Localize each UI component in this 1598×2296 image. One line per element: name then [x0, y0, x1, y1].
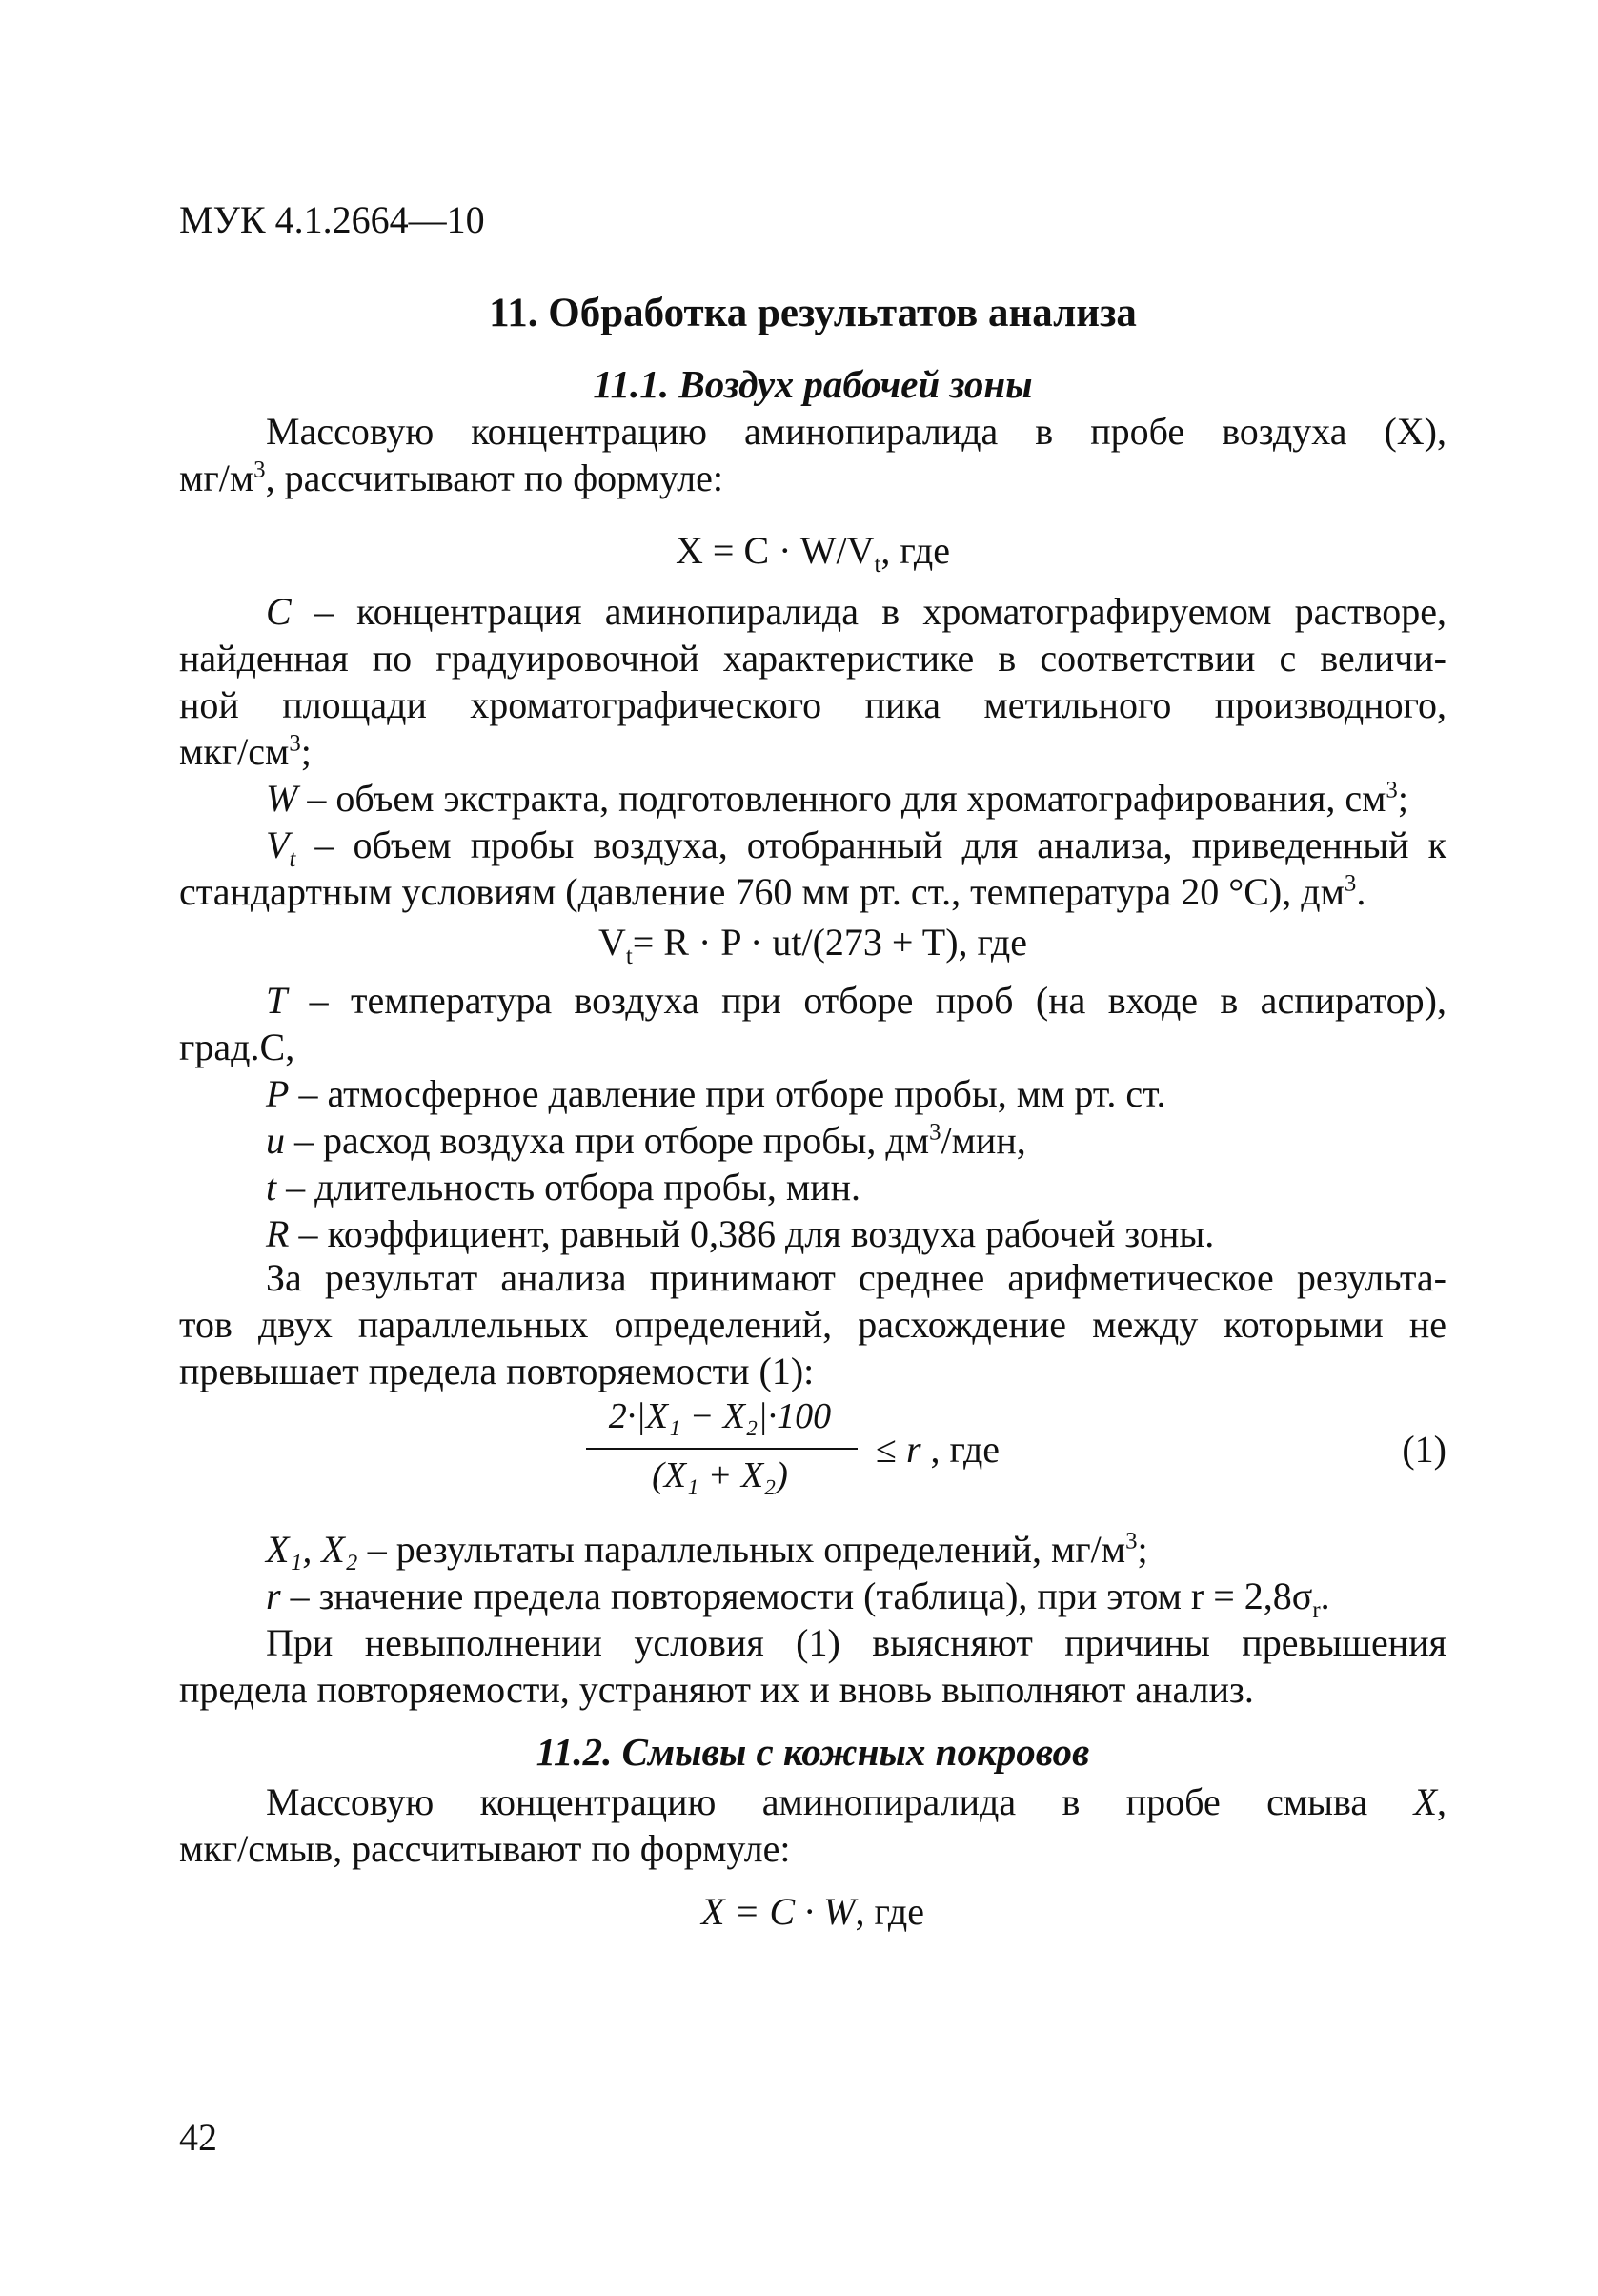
text-line: $V_t$ – объем пробы воздуха, отобранный для анализа, приведенный к	[266, 823, 1446, 872]
definition-t-duration: t – длительность отбора пробы, мин.	[266, 1166, 860, 1209]
text-line: мкг/$см^3$;	[179, 730, 312, 773]
text-line: ной площади хроматографического пика метильного производного,	[179, 683, 1446, 726]
page-number: 42	[179, 2116, 217, 2159]
fraction-relation: ≤ r , где	[876, 1428, 1001, 1471]
definition-r-coefficient: R – коэффициент, равный 0,386 для воздуха рабочей зоны.	[266, 1212, 1215, 1255]
equation-number: (1)	[1402, 1428, 1446, 1471]
paragraph-failure	[179, 1619, 1446, 1713]
text-line: стандартным условиям (давление 760 мм рт. ст., температура 20 °С), $дм^3$.	[179, 870, 1366, 913]
text-line: W – объем экстракта, подготовленного для хроматографирования, $см^3$;	[266, 777, 1408, 820]
paragraph-result	[179, 1254, 1446, 1394]
paragraph-air-concentration	[179, 408, 1446, 501]
subsection-title-air: 11.1. Воздух рабочей зоны	[593, 362, 1033, 406]
formula-skin: X = C · W, где	[701, 1890, 924, 1933]
fraction-denominator: (X₁ + X₂)	[652, 1455, 788, 1495]
formula-vt: $V_t= R \cdot P \cdot ut/(273 + T)$, где	[597, 921, 1028, 969]
formula-x: $X = C \cdot W/V_t$, где	[676, 529, 950, 578]
definition-c	[179, 588, 1446, 775]
definition-p: Р – атмосферное давление при отборе пробы, мм рт. ст.	[266, 1072, 1166, 1115]
paragraph-skin-concentration	[179, 1778, 1446, 1872]
running-header: МУК 4.1.2664—10	[179, 198, 485, 241]
text-line: Массовую концентрацию аминопиралида в пробе воздуха (X),	[266, 410, 1446, 453]
text-line: За результат анализа принимают среднее арифметическое результа-	[266, 1256, 1446, 1299]
text-line: С – концентрация аминопиралида в хроматографируемом растворе,	[266, 590, 1446, 633]
definitions-repeatability	[179, 1526, 1446, 1623]
text-line: град.С,	[179, 1026, 295, 1068]
text-line: найденная по градуировочной характеристике в соответствии с величи-	[179, 637, 1446, 680]
text-line: превышает предела повторяемости (1):	[179, 1350, 815, 1392]
subsection-title-skin: 11.2. Смывы с кожных покровов	[536, 1730, 1090, 1774]
definition-r-limit: r – значение предела повторяемости (таблица), при этом $r = 2,8\sigma_r$.	[266, 1575, 1330, 1623]
definitions-list	[179, 1070, 1446, 1257]
definition-w	[179, 775, 1446, 822]
text-line: Т – температура воздуха при отборе проб (на входе в аспиратор),	[266, 979, 1446, 1022]
text-line: мкг/смыв, рассчитывают по формуле:	[179, 1827, 791, 1870]
fraction-numerator: 2·|X₁ − X₂|·100	[608, 1396, 832, 1436]
text-line: Массовую концентрацию аминопиралида в пробе смыва X,	[266, 1780, 1446, 1823]
definition-u: u – расход воздуха при отборе пробы, $дм^3$/мин,	[266, 1119, 1026, 1162]
definition-x1-x2: X₁, X₂ – результаты параллельных определений, $мг/м^3$;	[266, 1528, 1148, 1571]
text-line: тов двух параллельных определений, расхождение между которыми не	[179, 1303, 1446, 1346]
definition-t	[179, 977, 1446, 1070]
definition-v	[179, 822, 1446, 915]
text-line: $мг/м^3$, рассчитывают по формуле:	[179, 457, 723, 499]
formula-repeatability	[179, 1393, 1446, 1508]
fraction-bar	[586, 1448, 858, 1450]
section-title: 11. Обработка результатов анализа	[489, 291, 1137, 335]
text-line: При невыполнении условия (1) выясняют причины превышения	[266, 1621, 1446, 1664]
text-line: предела повторяемости, устраняют их и вновь выполняют анализ.	[179, 1668, 1254, 1711]
